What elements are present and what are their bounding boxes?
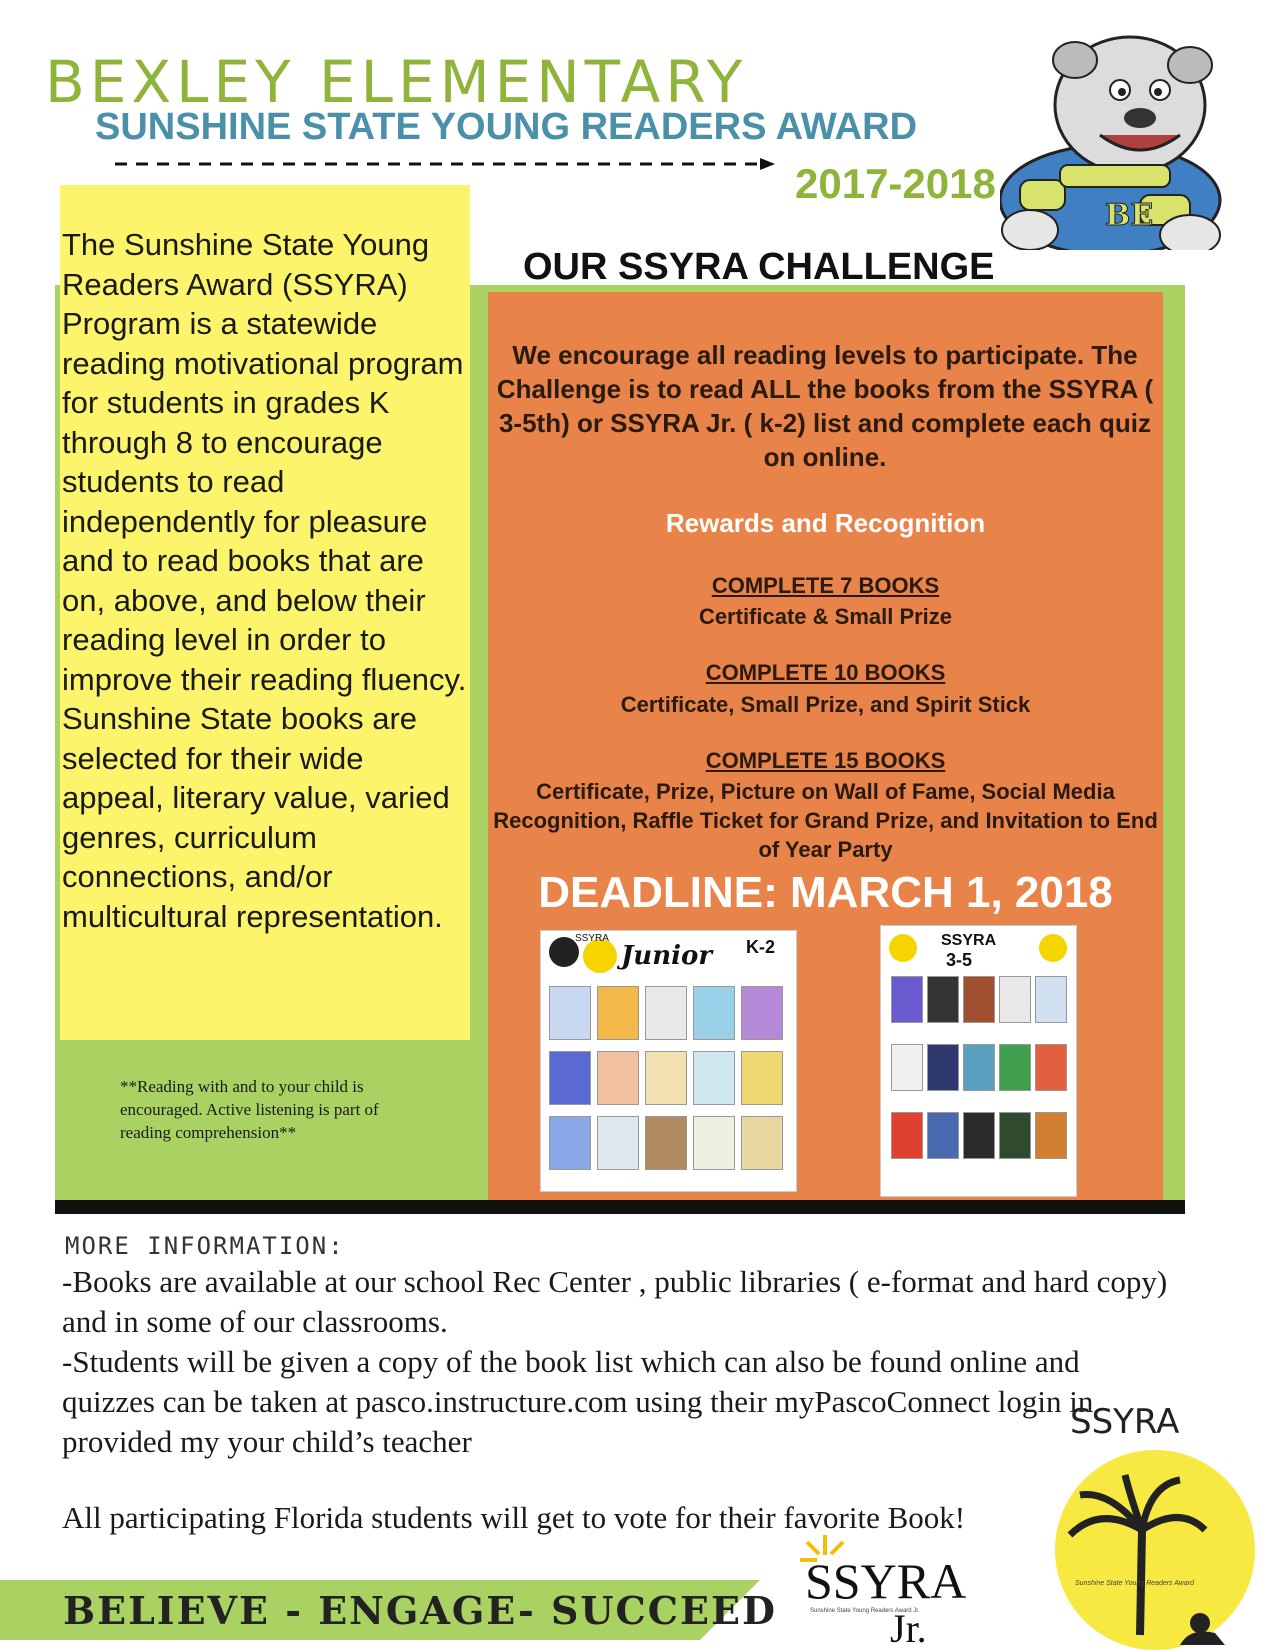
tier-7-heading: COMPLETE 7 BOOKS bbox=[711, 573, 940, 598]
ssyra-3-5-book-list-image bbox=[880, 925, 1077, 1197]
deadline: DEADLINE: MARCH 1, 2018 bbox=[538, 868, 1113, 917]
motto-text: BELIEVE - ENGAGE- SUCCEED bbox=[63, 1588, 777, 1633]
tier-10-heading: COMPLETE 10 BOOKS bbox=[705, 660, 946, 685]
tier-15-heading: COMPLETE 15 BOOKS bbox=[705, 748, 946, 773]
poster-grade: K-2 bbox=[746, 937, 776, 957]
ssyra-logo-text: SSYRA bbox=[1070, 1402, 1180, 1442]
section-divider bbox=[55, 1200, 1185, 1214]
dashed-arrow bbox=[115, 156, 775, 172]
challenge-description: We encourage all reading levels to participate. The Challenge is to read ALL the books from the SSYRA ( 3-5th) or SSYRA Jr. ( k-2) list and complete each quiz on online. bbox=[496, 340, 1154, 472]
poster-junior-label: Junior bbox=[621, 941, 713, 971]
more-info-body bbox=[62, 1262, 1172, 1462]
poster-grade: 3-5 bbox=[946, 950, 973, 970]
bulldog-mascot-image bbox=[1000, 30, 1240, 250]
mascot-initials: BE bbox=[1105, 198, 1154, 233]
vote-text: All participating Florida students will get to vote for their favorite Book! bbox=[62, 1500, 966, 1535]
sun-icon bbox=[583, 939, 617, 973]
info-line-books: -Books are available at our school Rec Center , public libraries ( e-format and hard copy) and in some of our classrooms. bbox=[62, 1264, 1168, 1339]
award-title: SUNSHINE STATE YOUNG READERS AWARD bbox=[95, 106, 918, 148]
more-info-heading: MORE INFORMATION: bbox=[65, 1232, 345, 1260]
poster-brand: SSYRA bbox=[575, 933, 609, 944]
challenge-title: OUR SSYRA CHALLENGE bbox=[523, 246, 995, 288]
ssyra-jr-caption: Sunshine State Young Readers Award Jr. bbox=[810, 1608, 920, 1614]
school-name: BEXLEY ELEMENTARY bbox=[45, 48, 748, 116]
reading-note: **Reading with and to your child is encouraged. Active listening is part of reading comprehension** bbox=[120, 1077, 379, 1142]
info-line-quizzes: -Students will be given a copy of the book list which can also be found online and quizzes can be taken at pasco.instructure.com using their myPascoConnect login in provided my your child’s teacher bbox=[62, 1344, 1094, 1459]
intro-text: The Sunshine State Young Readers Award (SSYRA) Program is a statewide reading motivational program for students in grades K through 8 to encourage students to read independently for pleasure and to read books that are on, above, and below their reading level in order to improve their reading fluency. Sunshine State books are selected for their wide appeal, literary value, varied genres, curriculum connections, and/or multicultural representation. bbox=[62, 227, 467, 934]
tier-10-description: Certificate, Small Prize, and Spirit Stick bbox=[620, 692, 1031, 717]
school-year: 2017-2018 bbox=[795, 160, 996, 207]
tier-7-description: Certificate & Small Prize bbox=[698, 604, 953, 629]
ssyra-jr-logo bbox=[795, 1530, 1030, 1645]
ssyra-logo bbox=[1030, 1395, 1270, 1650]
rewards-heading: Rewards and Recognition bbox=[665, 508, 986, 538]
sun-icon bbox=[889, 934, 917, 962]
sun-icon bbox=[1039, 934, 1067, 962]
ssyra-jr-text: SSYRA bbox=[805, 1553, 967, 1609]
ssyra-logo-caption: Sunshine State Young Readers Award bbox=[1075, 1580, 1194, 1587]
tier-15-description: Certificate, Prize, Picture on Wall of Fame, Social Media Recognition, Raffle Ticket for Grand Prize, and Invitation to End of Year Party bbox=[493, 779, 1158, 862]
poster-brand: SSYRA bbox=[941, 932, 997, 949]
ssyra-junior-book-list-image bbox=[540, 930, 797, 1192]
ssyra-jr-suffix: Jr. bbox=[890, 1606, 927, 1645]
